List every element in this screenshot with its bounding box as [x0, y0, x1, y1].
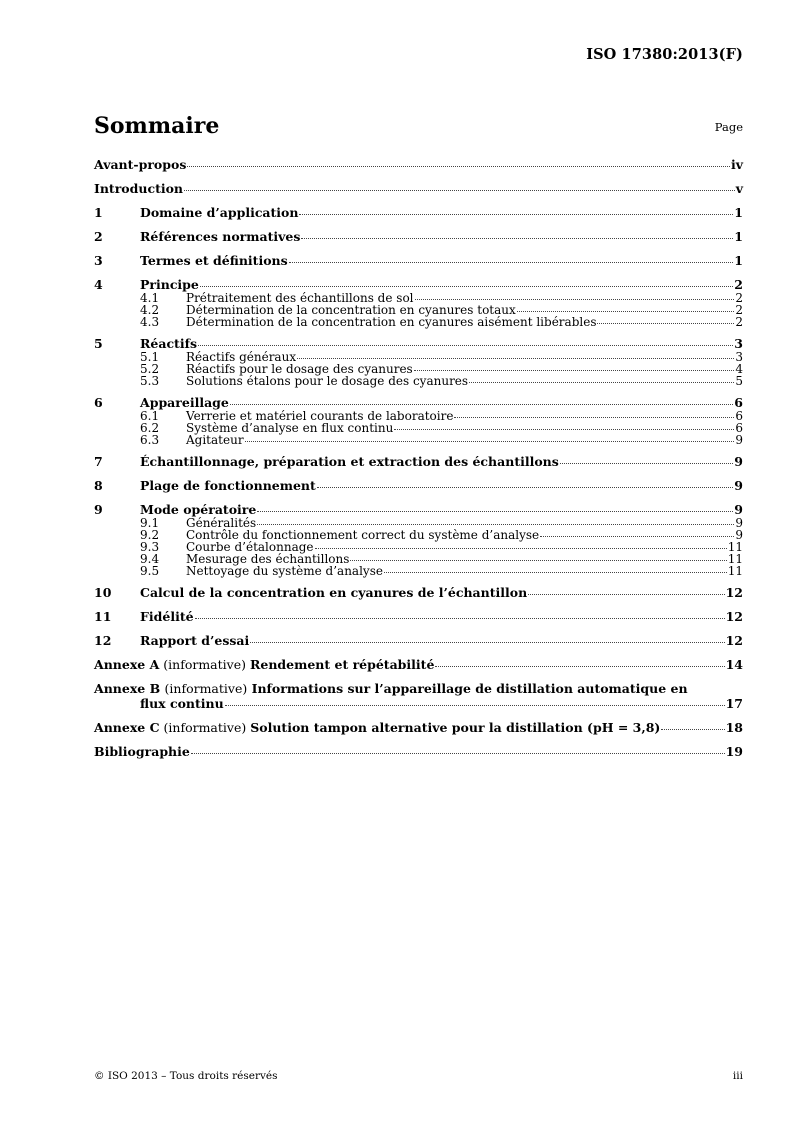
toc-subsection-number: 5.1	[140, 350, 160, 364]
toc-section-number: 4	[94, 277, 103, 292]
toc-annex-heading	[94, 720, 660, 735]
toc-page-number: 4	[735, 362, 743, 376]
page-column-label: Page	[714, 120, 743, 134]
toc-section-11[interactable]	[94, 609, 743, 624]
toc-entry-label: Réactifs généraux	[186, 350, 297, 364]
toc-page-number: 2	[735, 315, 743, 329]
toc-page-number: 6	[735, 421, 743, 435]
toc-entry-introduction[interactable]	[94, 181, 743, 196]
toc-entry-label: Bibliographie	[94, 744, 190, 759]
toc-subsection-number: 9.4	[140, 552, 160, 566]
dot-leader	[528, 594, 724, 595]
toc-page-number: 2	[735, 291, 743, 305]
toc-subsection-5-3[interactable]	[94, 375, 743, 387]
toc-section-number: 3	[94, 253, 103, 268]
dot-leader	[415, 299, 735, 300]
toc-subsection-number: 5.3	[140, 374, 160, 388]
toc-section-12[interactable]	[94, 633, 743, 648]
dot-leader	[299, 214, 733, 215]
toc-entry-label: Plage de fonctionnement	[140, 478, 316, 493]
dot-leader	[230, 404, 733, 405]
toc-page-number: 2	[734, 277, 743, 292]
toc-section-8[interactable]	[94, 478, 743, 493]
dot-leader	[195, 618, 725, 619]
toc-entry-label: Système d’analyse en flux continu	[186, 421, 394, 435]
toc-page-number: 11	[727, 540, 743, 554]
toc-subsection-number: 9.5	[140, 564, 160, 578]
toc-section-number: 7	[94, 454, 103, 469]
toc-subsection-number: 9.3	[140, 540, 160, 554]
toc-subsection-number: 4.2	[140, 303, 160, 317]
toc-entry-label: Nettoyage du système d’analyse	[186, 564, 383, 578]
toc-entry-label: Courbe d’étalonnage	[186, 540, 314, 554]
dot-leader	[394, 429, 734, 430]
annex-tag: (informative)	[164, 681, 248, 696]
toc-section-9[interactable]	[94, 502, 743, 517]
toc-page-number: 14	[725, 657, 743, 672]
toc-entry-bibliographie[interactable]	[94, 744, 743, 759]
toc-page-number: 3	[734, 336, 743, 351]
toc-subsection-number: 4.1	[140, 291, 160, 305]
toc-entry-label: Réactifs	[140, 336, 197, 351]
toc-page-number: 2	[735, 303, 743, 317]
footer-page-number: iii	[732, 1070, 743, 1082]
toc-page-number: v	[735, 181, 743, 196]
annex-title: Solution tampon alternative pour la distillation (pH = 3,8)	[250, 720, 661, 735]
dot-leader	[184, 190, 735, 191]
toc-annex-a[interactable]	[94, 657, 743, 672]
dot-leader	[517, 311, 735, 312]
toc-page-number: 18	[725, 720, 743, 735]
annex-name: Annexe C	[94, 720, 160, 735]
toc-subsection-number: 9.2	[140, 528, 160, 542]
table-of-contents	[94, 157, 743, 759]
toc-page-number: 9	[734, 478, 743, 493]
toc-section-number: 12	[94, 633, 112, 648]
page-title: Sommaire	[94, 113, 220, 139]
toc-page-number: 6	[735, 409, 743, 423]
toc-entry-label: Principe	[140, 277, 199, 292]
footer-copyright: © ISO 2013 – Tous droits réservés	[94, 1070, 278, 1082]
dot-leader	[540, 536, 734, 537]
toc-page-number: 9	[735, 516, 743, 530]
toc-section-number: 1	[94, 205, 103, 220]
annex-title: Informations sur l’appareillage de distillation automatique en	[251, 681, 688, 696]
dot-leader	[289, 262, 734, 263]
toc-annex-c[interactable]	[94, 720, 743, 735]
toc-entry-label: Mesurage des échantillons	[186, 552, 350, 566]
toc-entry-label: Mode opératoire	[140, 502, 257, 517]
toc-section-6[interactable]	[94, 395, 743, 410]
dot-leader	[257, 524, 734, 525]
toc-entry-label: Réactifs pour le dosage des cyanures	[186, 362, 413, 376]
toc-annex-b-continuation[interactable]	[94, 696, 743, 711]
dot-leader	[315, 548, 727, 549]
toc-entry-label: Domaine d’application	[140, 205, 299, 220]
toc-entry-label: Avant-propos	[94, 157, 187, 172]
toc-subsection-number: 6.1	[140, 409, 160, 423]
toc-entry-label: Solutions étalons pour le dosage des cyanures	[186, 374, 469, 388]
toc-page-number: iv	[730, 157, 743, 172]
toc-entry-label: Rapport d’essai	[140, 633, 250, 648]
toc-section-4[interactable]	[94, 277, 743, 292]
toc-page-number: 1	[734, 253, 743, 268]
toc-section-10[interactable]	[94, 585, 743, 600]
toc-entry-avant-propos[interactable]	[94, 157, 743, 172]
dot-leader	[435, 666, 724, 667]
toc-subsection-4-3[interactable]	[94, 316, 743, 328]
toc-subsection-9-5[interactable]	[94, 565, 743, 577]
toc-section-3[interactable]	[94, 253, 743, 268]
toc-page-number: 5	[735, 374, 743, 388]
annex-tag: (informative)	[163, 657, 246, 672]
toc-subsection-number: 6.2	[140, 421, 160, 435]
toc-page-number: 9	[735, 433, 743, 447]
toc-entry-label: Verrerie et matériel courants de laboratoire	[186, 409, 454, 423]
toc-entry-label: Références normatives	[140, 229, 301, 244]
annex-name: Annexe B	[94, 681, 161, 696]
dot-leader	[225, 705, 725, 706]
toc-annex-heading	[94, 657, 434, 672]
toc-page-number: 12	[725, 609, 743, 624]
annex-tag: (informative)	[163, 720, 247, 735]
toc-subsection-number: 5.2	[140, 362, 160, 376]
dot-leader	[454, 417, 734, 418]
toc-page-number: 1	[734, 205, 743, 220]
toc-entry-label: Détermination de la concentration en cyanures aisément libérables	[186, 315, 597, 329]
toc-section-number: 9	[94, 502, 103, 517]
toc-section-1[interactable]	[94, 205, 743, 220]
annex-title: Rendement et répétabilité	[249, 657, 435, 672]
toc-page-number: 17	[725, 696, 743, 711]
toc-page-number: 12	[725, 585, 743, 600]
toc-section-7[interactable]	[94, 454, 743, 469]
dot-leader	[250, 642, 724, 643]
toc-page-number: 11	[727, 564, 743, 578]
dot-leader	[301, 238, 733, 239]
toc-entry-label: Calcul de la concentration en cyanures de l’échantillon	[140, 585, 528, 600]
toc-section-number: 6	[94, 395, 103, 410]
dot-leader	[350, 560, 726, 561]
annex-name: Annexe A	[94, 657, 160, 672]
dot-leader	[198, 345, 733, 346]
toc-page-number: 1	[734, 229, 743, 244]
toc-section-number: 11	[94, 609, 112, 624]
toc-page-number: 19	[725, 744, 743, 759]
dot-leader	[257, 511, 733, 512]
dot-leader	[597, 323, 734, 324]
toc-section-number: 8	[94, 478, 103, 493]
dot-leader	[469, 382, 734, 383]
dot-leader	[384, 572, 727, 573]
dot-leader	[560, 463, 733, 464]
toc-subsection-6-3[interactable]	[94, 434, 743, 446]
toc-page-number: 12	[725, 633, 743, 648]
toc-section-5[interactable]	[94, 336, 743, 351]
dot-leader	[187, 166, 730, 167]
toc-annex-b[interactable]	[94, 681, 743, 696]
dot-leader	[317, 487, 734, 488]
toc-section-number: 2	[94, 229, 103, 244]
toc-page-number: 11	[727, 552, 743, 566]
toc-subsection-number: 9.1	[140, 516, 160, 530]
toc-section-number: 10	[94, 585, 112, 600]
dot-leader	[297, 358, 734, 359]
toc-page-number: 9	[734, 454, 743, 469]
toc-entry-label: Généralités	[186, 516, 257, 530]
document-id: ISO 17380:2013(F)	[586, 46, 743, 63]
toc-entry-label: Appareillage	[140, 395, 229, 410]
toc-page-number: 3	[735, 350, 743, 364]
annex-title-continuation: flux continu	[140, 696, 224, 711]
toc-entry-label: Fidélité	[140, 609, 194, 624]
toc-entry-label: Agitateur	[186, 433, 244, 447]
dot-leader	[661, 729, 724, 730]
toc-entry-label: Prétraitement des échantillons de sol	[186, 291, 414, 305]
toc-entry-label: Détermination de la concentration en cyanures totaux	[186, 303, 516, 317]
toc-page-number: 9	[735, 528, 743, 542]
toc-page-number: 6	[734, 395, 743, 410]
toc-entry-label: Échantillonnage, préparation et extraction des échantillons	[140, 454, 559, 469]
toc-entry-label: Contrôle du fonctionnement correct du système d’analyse	[186, 528, 540, 542]
toc-section-2[interactable]	[94, 229, 743, 244]
dot-leader	[200, 286, 733, 287]
toc-page-number: 9	[734, 502, 743, 517]
dot-leader	[191, 753, 725, 754]
toc-subsection-number: 6.3	[140, 433, 160, 447]
toc-entry-label: Termes et définitions	[140, 253, 288, 268]
dot-leader	[245, 441, 735, 442]
dot-leader	[414, 370, 735, 371]
toc-subsection-number: 4.3	[140, 315, 160, 329]
toc-section-number: 5	[94, 336, 103, 351]
toc-entry-label: Introduction	[94, 181, 184, 196]
